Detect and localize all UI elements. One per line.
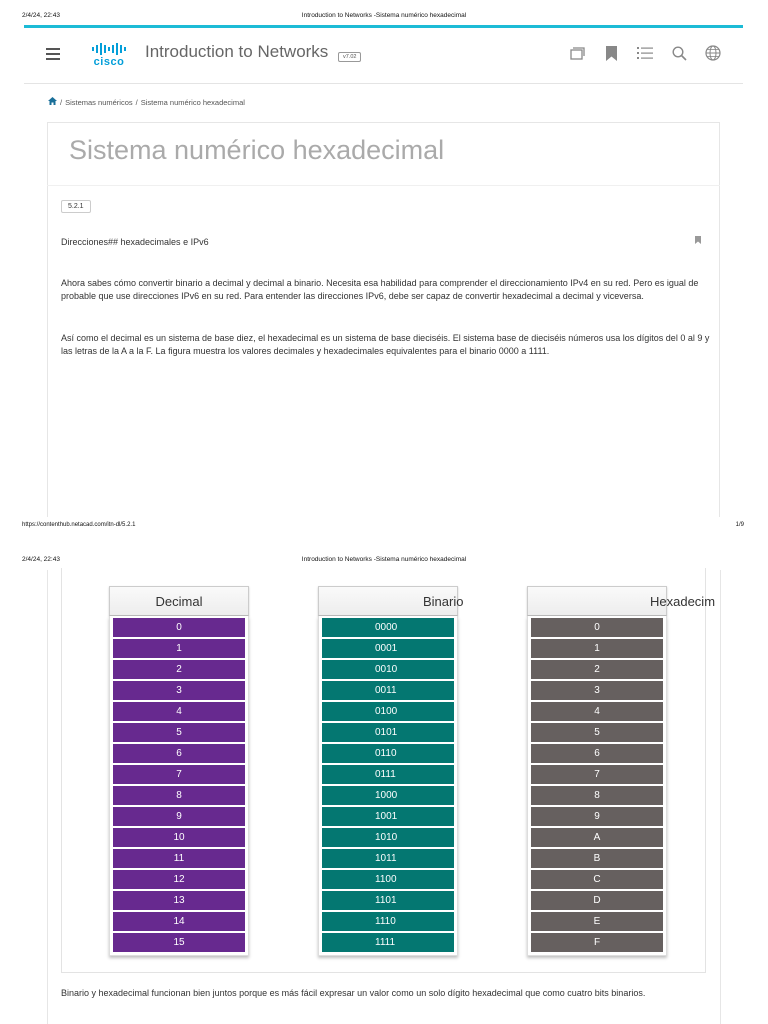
section-heading: Direcciones## hexadecimales e IPv6: [61, 237, 209, 247]
decimal-cell: 15: [113, 933, 245, 952]
hex-cell: C: [531, 870, 663, 889]
navbar: [24, 28, 743, 84]
print-title: Introduction to Networks -Sistema numérico hexadecimal: [301, 556, 467, 563]
hex-cell: 2: [531, 660, 663, 679]
breadcrumb-separator: /: [60, 97, 63, 107]
binary-cell: 0010: [322, 660, 454, 679]
hex-column: [527, 586, 716, 956]
binary-cell: 0000: [322, 618, 454, 637]
hex-header: Hexadecim: [527, 586, 667, 616]
decimal-cell: 14: [113, 912, 245, 931]
binary-cell: 0110: [322, 744, 454, 763]
copy-icon[interactable]: [569, 45, 585, 61]
home-icon[interactable]: [48, 97, 57, 107]
paragraph: Así como el decimal es un sistema de base diez, el hexadecimal es un sistema de base dieciséis. El sistema base de dieciséis números usa los dígitos del 0 al 9 y las letras de la A a la F. La figura muestra los valores decimales y hexadecimales equivalentes para el binario 0000 a 1111.: [61, 333, 710, 356]
decimal-cells: [109, 616, 249, 956]
binary-cell: 1011: [322, 849, 454, 868]
course-title: Introduction to Networks: [145, 42, 329, 61]
decimal-cell: 5: [113, 723, 245, 742]
conversion-figure: [61, 568, 716, 973]
print-header: [0, 12, 768, 24]
binary-cell: 1100: [322, 870, 454, 889]
cisco-wordmark: cisco: [93, 56, 125, 68]
paragraph: Ahora sabes cómo convertir binario a decimal y decimal a binario. Necesita esa habilidad para comprender el direccionamiento IPv4 en su red. Pero es igual de probable que use direcciones IPv6 en su red. Para entender las direcciones IPv6, debe ser capaz de convertir hexadecimal a decimal y viceversa.: [61, 278, 699, 301]
decimal-cell: 0: [113, 618, 245, 637]
binary-cells: [318, 616, 458, 956]
hex-cells: [527, 616, 667, 956]
divider: [47, 185, 720, 186]
hex-cell: 0: [531, 618, 663, 637]
print-title: Introduction to Networks -Sistema numérico hexadecimal: [301, 12, 467, 19]
binary-cell: 1111: [322, 933, 454, 952]
page-border: [720, 570, 721, 1024]
cisco-bars-icon: [84, 42, 134, 56]
decimal-cell: 1: [113, 639, 245, 658]
decimal-cell: 12: [113, 870, 245, 889]
print-url: https://contenthub.netacad.com/itn-dl/5.2.1: [22, 522, 136, 528]
menu-icon[interactable]: [46, 48, 60, 60]
hex-cell: 6: [531, 744, 663, 763]
decimal-cell: 6: [113, 744, 245, 763]
decimal-cell: 8: [113, 786, 245, 805]
hex-cell: 4: [531, 702, 663, 721]
hex-cell: 7: [531, 765, 663, 784]
hex-cell: F: [531, 933, 663, 952]
binary-cell: 0111: [322, 765, 454, 784]
topic-number-badge: 5.2.1: [61, 200, 91, 213]
hex-cell: D: [531, 891, 663, 910]
page-border: [47, 570, 48, 1024]
print-date: 2/4/24, 22:43: [22, 556, 60, 563]
print-header: [0, 556, 768, 568]
binary-cell: 1010: [322, 828, 454, 847]
hex-cell: 1: [531, 639, 663, 658]
caption: Binario y hexadecimal funcionan bien juntos porque es más fácil expresar un valor como un solo dígito hexadecimal que como cuatro bits binarios.: [61, 988, 646, 998]
decimal-cell: 4: [113, 702, 245, 721]
search-icon[interactable]: [671, 45, 687, 61]
binary-cell: 1110: [322, 912, 454, 931]
breadcrumb-item-sistemas[interactable]: Sistemas numéricos: [65, 97, 133, 107]
breadcrumb-item-current: Sistema numérico hexadecimal: [140, 97, 245, 107]
hex-cell: B: [531, 849, 663, 868]
hex-cell: E: [531, 912, 663, 931]
cisco-logo[interactable]: [84, 42, 134, 72]
decimal-cell: 9: [113, 807, 245, 826]
version-badge: v7.02: [338, 52, 361, 62]
binary-cell: 0011: [322, 681, 454, 700]
decimal-column: [109, 586, 249, 956]
decimal-cell: 3: [113, 681, 245, 700]
nav-icons: [569, 45, 721, 61]
hex-cell: 8: [531, 786, 663, 805]
binary-cell: 0101: [322, 723, 454, 742]
decimal-header: Decimal: [109, 586, 249, 616]
decimal-cell: 2: [113, 660, 245, 679]
hex-cell: 3: [531, 681, 663, 700]
print-date: 2/4/24, 22:43: [22, 12, 60, 19]
binary-cell: 0100: [322, 702, 454, 721]
binary-column: [318, 586, 464, 956]
decimal-cell: 13: [113, 891, 245, 910]
bookmark-icon[interactable]: [603, 45, 619, 61]
list-icon[interactable]: [637, 45, 653, 61]
binary-cell: 1000: [322, 786, 454, 805]
decimal-cell: 10: [113, 828, 245, 847]
print-page-number: 1/9: [735, 522, 744, 528]
breadcrumb: [48, 97, 245, 107]
decimal-cell: 7: [113, 765, 245, 784]
bookmark-icon[interactable]: [695, 231, 701, 249]
hex-cell: A: [531, 828, 663, 847]
binary-header: Binario: [318, 586, 458, 616]
binary-cell: 0001: [322, 639, 454, 658]
hex-cell: 5: [531, 723, 663, 742]
globe-icon[interactable]: [705, 45, 721, 61]
binary-cell: 1101: [322, 891, 454, 910]
hex-cell: 9: [531, 807, 663, 826]
decimal-cell: 11: [113, 849, 245, 868]
breadcrumb-separator: /: [135, 97, 138, 107]
binary-cell: 1001: [322, 807, 454, 826]
page-title: Sistema numérico hexadecimal: [69, 135, 445, 165]
content-card: [47, 122, 720, 517]
